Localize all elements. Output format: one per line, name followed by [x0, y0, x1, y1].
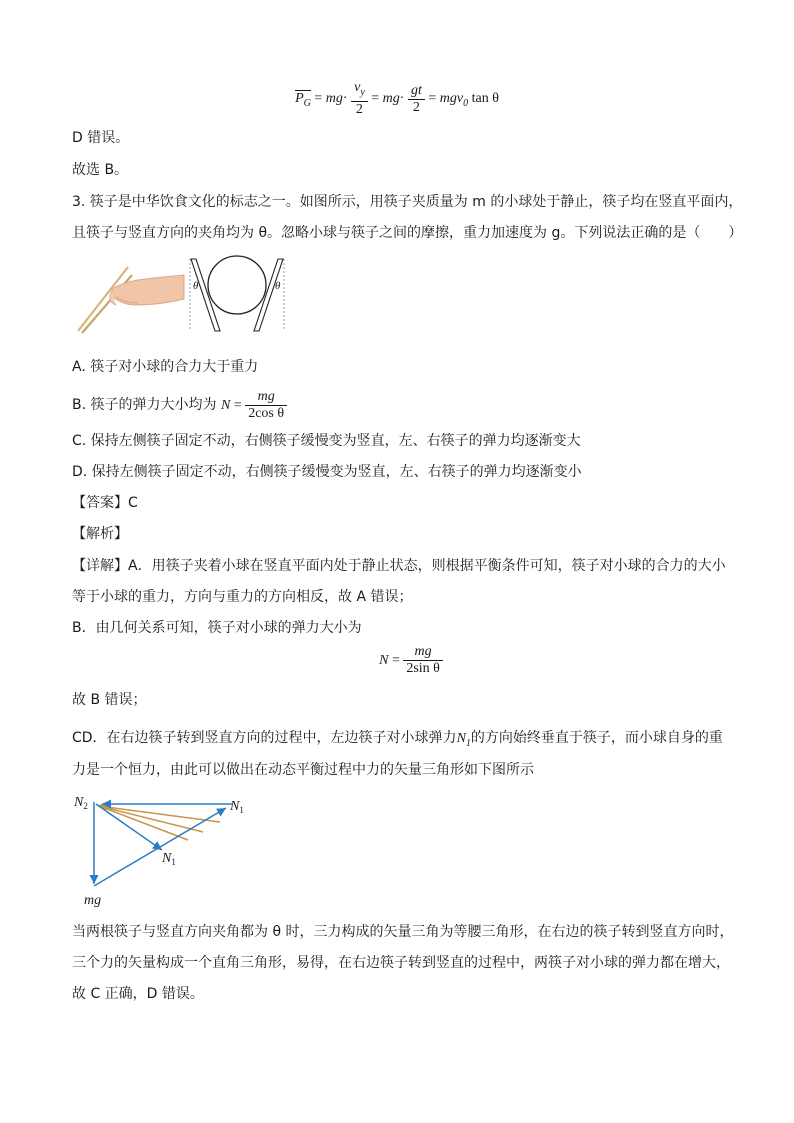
b-explanation-line: B．由几何关系可知，筷子对小球的弹力大小为	[72, 620, 362, 636]
hand-chopsticks-photo	[78, 267, 184, 333]
option-a: A. 筷子对小球的合力大于重力	[72, 359, 259, 375]
question-3-line-1: 3. 筷子是中华饮食文化的标志之一。如图所示，用筷子夹质量为 m 的小球处于静止，筷子均在竖直平面内，	[72, 194, 743, 210]
option-d: D. 保持左侧筷子固定不动，右侧筷子缓慢变为竖直，左、右筷子的弹力均逐渐变小	[72, 464, 582, 480]
ball	[208, 256, 266, 314]
option-b: B. 筷子的弹力大小均为 N = $\frac{mg}{\text{2cos θ}}$	[72, 385, 287, 426]
answer-value: C	[128, 495, 138, 511]
answer-label: 【答案】	[72, 495, 128, 511]
label-n1-top: $N_1$	[230, 799, 244, 815]
vector-triangle-figure	[72, 790, 262, 910]
conclusion-line-1: 当两根筷子与竖直方向夹角都为 θ 时，三力构成的矢量三角为等腰三角形，在右边的筷子转到竖直方向时，	[72, 924, 734, 940]
formula-n-sin: N = $\frac{mg}{\text{2sin θ}}$	[14, 644, 794, 677]
conclusion-line-3: 故 C 正确，D 错误。	[72, 986, 204, 1002]
cd-line-2: 力是一个恒力，由此可以做出在动态平衡过程中力的矢量三角形如下图所示	[72, 762, 534, 778]
theta-right-label: θ	[275, 280, 281, 292]
formula-average-power: $P_G = mg\cdot$ $\frac{v_y}{2}$ = mg· $\frac{gt}{2}$ = mgv$_0$ tan θ	[295, 80, 499, 117]
analysis-label: 【解析】	[72, 526, 128, 542]
ball-chopsticks-schematic	[190, 256, 284, 331]
p-bar: $P_G$	[295, 90, 311, 112]
frac-gt-2: $\frac{gt}{2}$	[408, 83, 425, 116]
frac-vy-2: $\frac{v_y}{2}$	[351, 80, 368, 118]
question-3-line-2: 且筷子与竖直方向的夹角均为 θ。忽略小球与筷子之间的摩擦，重力加速度为 g。下列说法正确的是（ ）	[72, 225, 743, 241]
conclusion-line-2: 三个力的矢量构成一个直角三角形，易得，在右边筷子转到竖直的过程中，两筷子对小球的弹力都在增大，	[72, 955, 730, 971]
n1-top-vector	[94, 808, 226, 886]
b-wrong-line: 故 B 错误；	[72, 692, 147, 708]
label-n2: $N_2$	[74, 795, 88, 811]
theta-left-label: θ	[193, 280, 199, 292]
choose-b-line: 故选 B。	[72, 162, 129, 178]
answer-line	[72, 493, 138, 513]
d-wrong-line: D 错误。	[72, 130, 130, 146]
detail-line-2: 等于小球的重力，方向与重力的方向相反，故 A 错误；	[72, 589, 413, 605]
label-mg: mg	[84, 893, 102, 908]
option-b-fraction: $\frac{mg}{\text{2cos θ}}$	[245, 389, 287, 422]
chopsticks-figure	[72, 253, 292, 335]
label-n1-mid: $N_1$	[162, 851, 176, 867]
detail-line-1: 【详解】A．用筷子夹着小球在竖直平面内处于静止状态，则根据平衡条件可知，筷子对小球的合力的大小	[72, 558, 726, 574]
option-c: C. 保持左侧筷子固定不动，右侧筷子缓慢变为竖直，左、右筷子的弹力均逐渐变大	[72, 433, 581, 449]
formula-n-sin-fraction: $\frac{mg}{\text{2sin θ}}$	[403, 644, 443, 677]
cd-line-1: CD．在右边筷子转到竖直方向的过程中，左边筷子对小球弹力$N_1$的方向始终垂直于筷子，而小球自身的重	[72, 730, 723, 749]
